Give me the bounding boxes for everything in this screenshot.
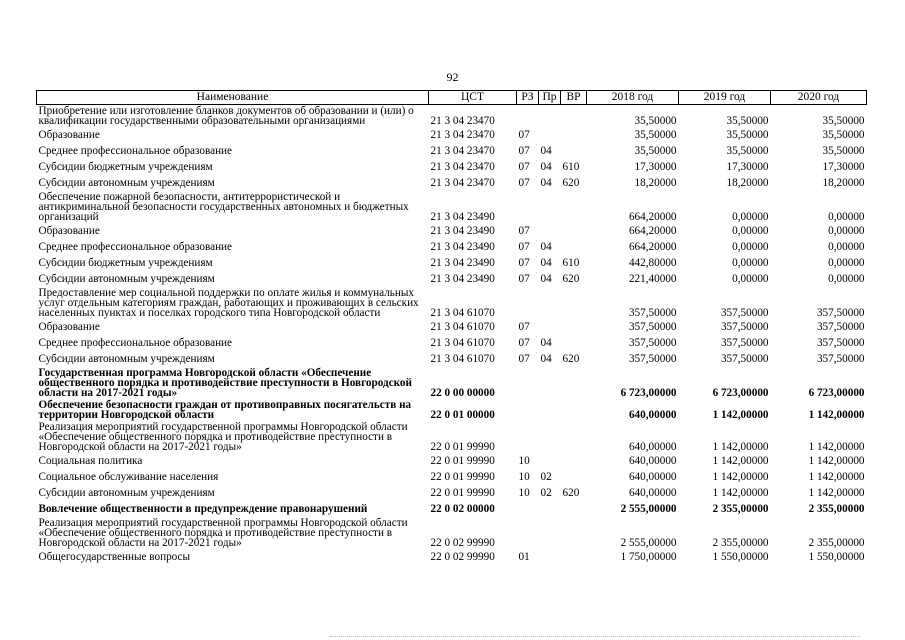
cell-cst: 21 3 04 61070 (430, 337, 495, 349)
cell-vr: 620 (562, 273, 580, 285)
cell-rz: 07 (518, 337, 530, 349)
cell-pr: 02 (540, 487, 552, 499)
cell-y2018: 357,50000 (628, 321, 677, 333)
cell-pr: 04 (540, 353, 552, 365)
cell-pr: 04 (540, 257, 552, 269)
footer-divider (330, 636, 860, 638)
cell-y2018: 221,40000 (628, 273, 677, 285)
table-row (37, 549, 867, 565)
cell-y2019: 357,50000 (720, 321, 769, 333)
table-row (37, 501, 867, 517)
cell-vr: 620 (562, 487, 580, 499)
cell-cst: 21 3 04 23490 (430, 273, 495, 285)
cell-y2018: 1 750,00000 (620, 551, 677, 563)
cell-y2018: 35,50000 (634, 115, 677, 127)
cell-vr (561, 453, 587, 469)
cell-rz: 10 (518, 455, 530, 467)
cell-rz: 10 (518, 471, 530, 483)
cell-y2019: 2 355,00000 (712, 503, 769, 515)
cell-vr (561, 105, 587, 128)
cell-y2019: 1 142,00000 (712, 409, 769, 421)
table-row (37, 159, 867, 175)
table-row (37, 485, 867, 501)
table-row (37, 143, 867, 159)
cell-vr (561, 501, 587, 517)
cell-y2019: 0,00000 (732, 211, 769, 223)
cell-y2020: 0,00000 (828, 211, 865, 223)
cell-name: Общегосударственные вопросы (38, 551, 191, 563)
cell-pr (539, 399, 561, 421)
cell-name: Субсидии автономным учреждениям (38, 487, 215, 499)
cell-name: Социальная политика (38, 455, 143, 467)
cell-y2020: 0,00000 (828, 257, 865, 269)
table-row (37, 239, 867, 255)
cell-vr: 620 (562, 177, 580, 189)
cell-y2018: 2 555,00000 (620, 537, 677, 549)
cell-y2019: 1 142,00000 (712, 487, 769, 499)
header-2020: 2020 год (771, 91, 867, 105)
cell-rz (517, 367, 539, 399)
cell-rz (517, 517, 539, 549)
cell-y2018: 357,50000 (628, 353, 677, 365)
cell-cst: 21 3 04 61070 (430, 307, 495, 319)
table-row (37, 255, 867, 271)
cell-cst: 21 3 04 23470 (430, 129, 495, 141)
cell-y2020: 0,00000 (828, 225, 865, 237)
table-row (37, 399, 867, 421)
budget-table (36, 90, 867, 565)
cell-pr (539, 517, 561, 549)
cell-y2018: 640,00000 (628, 471, 677, 483)
cell-y2019: 0,00000 (732, 257, 769, 269)
cell-name: Реализация мероприятий государственной программы Новгородской области «Обеспечение общественного порядка и противодействие преступности в Новгородской области на 2017-2021 годы» (38, 421, 408, 453)
cell-pr (539, 501, 561, 517)
cell-vr (561, 517, 587, 549)
cell-y2020: 6 723,00000 (808, 387, 865, 399)
header-rz: РЗ (517, 91, 539, 105)
cell-pr: 04 (540, 177, 552, 189)
table-row (37, 287, 867, 319)
cell-y2020: 357,50000 (816, 307, 865, 319)
cell-y2020: 1 142,00000 (808, 471, 865, 483)
cell-pr (539, 127, 561, 143)
cell-y2020: 357,50000 (816, 337, 865, 349)
cell-cst: 22 0 01 99990 (430, 471, 495, 483)
cell-pr (539, 367, 561, 399)
page-number: 92 (446, 70, 459, 84)
cell-vr (561, 127, 587, 143)
cell-y2018: 17,30000 (634, 161, 677, 173)
cell-y2018: 18,20000 (634, 177, 677, 189)
cell-name: Вовлечение общественности в предупреждение правонарушений (38, 503, 368, 515)
table-row (37, 127, 867, 143)
cell-cst: 22 0 02 99990 (430, 537, 495, 549)
cell-pr (539, 549, 561, 565)
cell-pr (539, 453, 561, 469)
cell-pr (539, 421, 561, 453)
cell-vr (561, 191, 587, 223)
cell-vr (561, 335, 587, 351)
cell-y2019: 18,20000 (726, 177, 769, 189)
cell-y2020: 1 142,00000 (808, 487, 865, 499)
cell-rz: 07 (518, 177, 530, 189)
cell-pr: 04 (540, 241, 552, 253)
cell-pr: 04 (540, 273, 552, 285)
cell-cst: 21 3 04 23490 (430, 211, 495, 223)
cell-y2020: 0,00000 (828, 241, 865, 253)
cell-cst: 21 3 04 61070 (430, 353, 495, 365)
cell-y2020: 2 355,00000 (808, 537, 865, 549)
cell-cst: 21 3 04 23470 (430, 161, 495, 173)
cell-cst: 22 0 01 99990 (430, 487, 495, 499)
cell-cst: 22 0 02 99990 (430, 551, 495, 563)
cell-y2018: 35,50000 (634, 145, 677, 157)
cell-y2018: 664,20000 (628, 211, 677, 223)
cell-name: Предоставление мер социальной поддержки по оплате жилья и коммунальных услуг отдельным категориям граждан, работающих и проживающих в сельских населенных пунктах и поселках городского типа Новгородской области (38, 287, 419, 319)
cell-cst: 22 0 01 99990 (430, 455, 495, 467)
cell-pr: 04 (540, 145, 552, 157)
cell-vr (561, 469, 587, 485)
cell-name: Субсидии автономным учреждениям (38, 273, 215, 285)
cell-name: Приобретение или изготовление бланков документов об образовании и (или) о квалификации государственными образовательными организациями (38, 105, 414, 127)
cell-name: Государственная программа Новгородской области «Обеспечение общественного порядка и противодействие преступности в Новгородской области на 2017-2021 годы» (38, 367, 412, 399)
table-body (37, 105, 867, 566)
cell-rz (517, 191, 539, 223)
cell-y2020: 1 142,00000 (808, 409, 865, 421)
cell-y2018: 640,00000 (628, 487, 677, 499)
table-row (37, 191, 867, 223)
cell-cst: 21 3 04 61070 (430, 321, 495, 333)
header-2019: 2019 год (679, 91, 771, 105)
cell-name: Обеспечение пожарной безопасности, антитеррористической и антикриминальной безопасности государственных автономных и бюджетных организаций (38, 191, 409, 223)
cell-pr: 04 (540, 161, 552, 173)
cell-y2019: 35,50000 (726, 129, 769, 141)
cell-y2018: 640,00000 (628, 409, 677, 421)
cell-rz: 07 (518, 321, 530, 333)
table-row (37, 453, 867, 469)
cell-pr (539, 319, 561, 335)
cell-y2019: 357,50000 (720, 353, 769, 365)
table-row (37, 335, 867, 351)
header-name: Наименование (37, 91, 429, 105)
cell-y2020: 18,20000 (822, 177, 865, 189)
cell-y2018: 35,50000 (634, 129, 677, 141)
table-row (37, 223, 867, 239)
cell-y2020: 357,50000 (816, 321, 865, 333)
cell-rz: 07 (518, 145, 530, 157)
table-row (37, 517, 867, 549)
cell-vr (561, 239, 587, 255)
cell-vr (561, 223, 587, 239)
table-row (37, 319, 867, 335)
cell-y2020: 35,50000 (822, 115, 865, 127)
cell-cst: 22 0 01 00000 (430, 409, 495, 421)
cell-pr (539, 105, 561, 128)
cell-y2018: 357,50000 (628, 307, 677, 319)
cell-vr (561, 367, 587, 399)
cell-name: Субсидии автономным учреждениям (38, 353, 215, 365)
cell-cst: 22 0 00 00000 (430, 387, 495, 399)
cell-y2019: 0,00000 (732, 273, 769, 285)
cell-rz: 07 (518, 257, 530, 269)
cell-y2019: 17,30000 (726, 161, 769, 173)
cell-vr (561, 399, 587, 421)
cell-name: Среднее профессиональное образование (38, 337, 233, 349)
cell-name: Среднее профессиональное образование (38, 145, 233, 157)
cell-y2019: 6 723,00000 (712, 387, 769, 399)
cell-y2019: 0,00000 (732, 225, 769, 237)
cell-y2020: 17,30000 (822, 161, 865, 173)
header-cst: ЦСТ (429, 91, 517, 105)
cell-rz: 07 (518, 353, 530, 365)
cell-rz: 07 (518, 273, 530, 285)
cell-pr (539, 223, 561, 239)
cell-y2019: 2 355,00000 (712, 537, 769, 549)
table-header (37, 91, 867, 105)
cell-y2020: 35,50000 (822, 129, 865, 141)
cell-name: Образование (38, 225, 100, 237)
cell-y2020: 35,50000 (822, 145, 865, 157)
cell-cst: 21 3 04 23490 (430, 257, 495, 269)
cell-pr: 02 (540, 471, 552, 483)
cell-rz: 07 (518, 241, 530, 253)
table-row (37, 421, 867, 453)
cell-cst: 21 3 04 23470 (430, 115, 495, 127)
cell-y2018: 664,20000 (628, 241, 677, 253)
cell-rz (517, 501, 539, 517)
cell-name: Образование (38, 321, 100, 333)
cell-y2020: 1 142,00000 (808, 455, 865, 467)
cell-pr (539, 191, 561, 223)
cell-vr: 620 (562, 353, 580, 365)
header-pr: Пр (539, 91, 561, 105)
cell-y2018: 640,00000 (628, 455, 677, 467)
cell-y2019: 1 142,00000 (712, 441, 769, 453)
cell-y2019: 0,00000 (732, 241, 769, 253)
cell-rz (517, 399, 539, 421)
cell-vr (561, 549, 587, 565)
cell-name: Реализация мероприятий государственной программы Новгородской области «Обеспечение общественного порядка и противодействие преступности в Новгородской области на 2017-2021 годы» (38, 517, 408, 549)
cell-y2019: 35,50000 (726, 115, 769, 127)
cell-y2019: 1 142,00000 (712, 455, 769, 467)
table-row (37, 351, 867, 367)
cell-name: Субсидии бюджетным учреждениям (38, 257, 213, 269)
cell-y2018: 6 723,00000 (620, 387, 677, 399)
cell-cst: 21 3 04 23470 (430, 145, 495, 157)
cell-rz (517, 287, 539, 319)
cell-cst: 21 3 04 23470 (430, 177, 495, 189)
table-row (37, 105, 867, 128)
cell-rz: 10 (518, 487, 530, 499)
cell-y2018: 2 555,00000 (620, 503, 677, 515)
cell-y2018: 664,20000 (628, 225, 677, 237)
table-row (37, 175, 867, 191)
cell-vr: 610 (562, 161, 580, 173)
cell-pr (539, 287, 561, 319)
cell-y2018: 357,50000 (628, 337, 677, 349)
cell-cst: 22 0 01 99990 (430, 441, 495, 453)
cell-rz: 07 (518, 129, 530, 141)
cell-cst: 22 0 02 00000 (430, 503, 495, 515)
cell-y2019: 357,50000 (720, 307, 769, 319)
header-2018: 2018 год (587, 91, 679, 105)
cell-rz (517, 105, 539, 128)
table-row (37, 271, 867, 287)
cell-y2019: 357,50000 (720, 337, 769, 349)
cell-y2020: 1 142,00000 (808, 441, 865, 453)
cell-y2020: 1 550,00000 (808, 551, 865, 563)
cell-name: Социальное обслуживание населения (38, 471, 219, 483)
cell-name: Обеспечение безопасности граждан от противоправных посягательств на территории Новгородской области (38, 399, 412, 421)
table-row (37, 469, 867, 485)
cell-vr (561, 143, 587, 159)
cell-rz: 07 (518, 161, 530, 173)
cell-y2020: 2 355,00000 (808, 503, 865, 515)
cell-vr (561, 287, 587, 319)
cell-pr: 04 (540, 337, 552, 349)
cell-cst: 21 3 04 23490 (430, 225, 495, 237)
cell-name: Образование (38, 129, 100, 141)
cell-vr (561, 319, 587, 335)
cell-y2019: 1 142,00000 (712, 471, 769, 483)
cell-rz: 01 (518, 551, 530, 563)
cell-rz: 07 (518, 225, 530, 237)
cell-name: Среднее профессиональное образование (38, 241, 233, 253)
cell-name: Субсидии автономным учреждениям (38, 177, 215, 189)
cell-rz (517, 421, 539, 453)
table-row (37, 367, 867, 399)
cell-y2020: 0,00000 (828, 273, 865, 285)
cell-vr (561, 421, 587, 453)
cell-y2019: 1 550,00000 (712, 551, 769, 563)
cell-y2020: 357,50000 (816, 353, 865, 365)
cell-y2018: 442,80000 (628, 257, 677, 269)
cell-name: Субсидии бюджетным учреждениям (38, 161, 213, 173)
cell-y2019: 35,50000 (726, 145, 769, 157)
cell-cst: 21 3 04 23490 (430, 241, 495, 253)
header-vr: ВР (561, 91, 587, 105)
cell-y2018: 640,00000 (628, 441, 677, 453)
cell-vr: 610 (562, 257, 580, 269)
